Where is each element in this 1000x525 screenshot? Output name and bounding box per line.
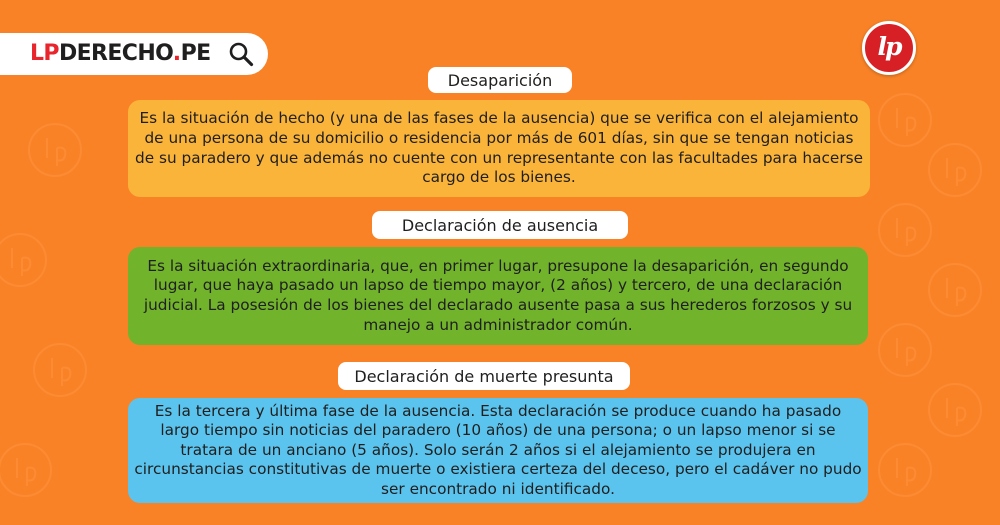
section-title-desaparicion: Desaparición: [428, 67, 572, 93]
watermark-circle: [879, 94, 931, 146]
logo-text: lp: [877, 32, 901, 61]
watermark-circle: [0, 234, 46, 286]
section-text: Es la tercera y última fase de la ausencia. Esta declaración se produce cuando ha pasado largo tiempo sin noticias del paradero (10 años) de una persona; o un lapso menor si se tratara de un anciano (5 años). Solo serán 2 años si el alejamiento se produjera en circunstancias constitutivas de muerte o existiera certeza del deceso, pero el cadáver no pudo ser encontrado ni identificado.: [134, 401, 862, 498]
section-body-muerte-presunta: [128, 398, 868, 503]
section-body-desaparicion: [128, 100, 870, 197]
watermark-glyph: [897, 338, 915, 366]
watermark-glyph: [52, 358, 70, 386]
watermark-glyph: [17, 458, 35, 486]
watermark-glyph: [947, 158, 965, 186]
section-body-declaracion-ausencia: [128, 247, 868, 345]
watermark-circle: [879, 324, 931, 376]
watermark-circle: [0, 444, 51, 496]
lp-logo-badge: [862, 21, 916, 75]
brand-header[interactable]: [0, 33, 268, 75]
brand-wordmark: LPDERECHO.PE: [30, 41, 211, 66]
section-text: Es la situación extraordinaria, que, en primer lugar, presupone la desaparición, en segundo lugar, que haya pasado un lapso de tiempo mayor, (2 años) y tercero, de una declaración judicial. La posesión de los bienes del declarado ausente pasa a sus herederos forzosos y su manejo a un administrador común.: [143, 256, 853, 334]
search-icon[interactable]: [228, 41, 254, 67]
watermark-circle: [34, 344, 86, 396]
watermark-glyph: [947, 278, 965, 306]
watermark-circle: [879, 204, 931, 256]
watermark-glyph: [947, 398, 965, 426]
watermark-circle: [929, 264, 981, 316]
section-text: Es la situación de hecho (y una de las fases de la ausencia) que se verifica con el alejamiento de una persona de su domicilio o residencia por más de 601 días, sin que se tengan noticias de su paradero y que además no cuente con un representante con las facultades para hacerse cargo de los bienes.: [135, 109, 863, 187]
watermark-glyph: [897, 218, 915, 246]
watermark-circle: [929, 144, 981, 196]
watermark-circle: [879, 444, 931, 496]
section-title-muerte-presunta: Declaración de muerte presunta: [338, 362, 630, 390]
watermark-glyph: [897, 108, 915, 136]
watermark-circle: [29, 124, 81, 176]
watermark-glyph: [897, 458, 915, 486]
watermark-glyph: [47, 138, 65, 166]
watermark-glyph: [12, 248, 30, 276]
watermark-circle: [929, 384, 981, 436]
section-title-declaracion-ausencia: Declaración de ausencia: [372, 211, 628, 239]
